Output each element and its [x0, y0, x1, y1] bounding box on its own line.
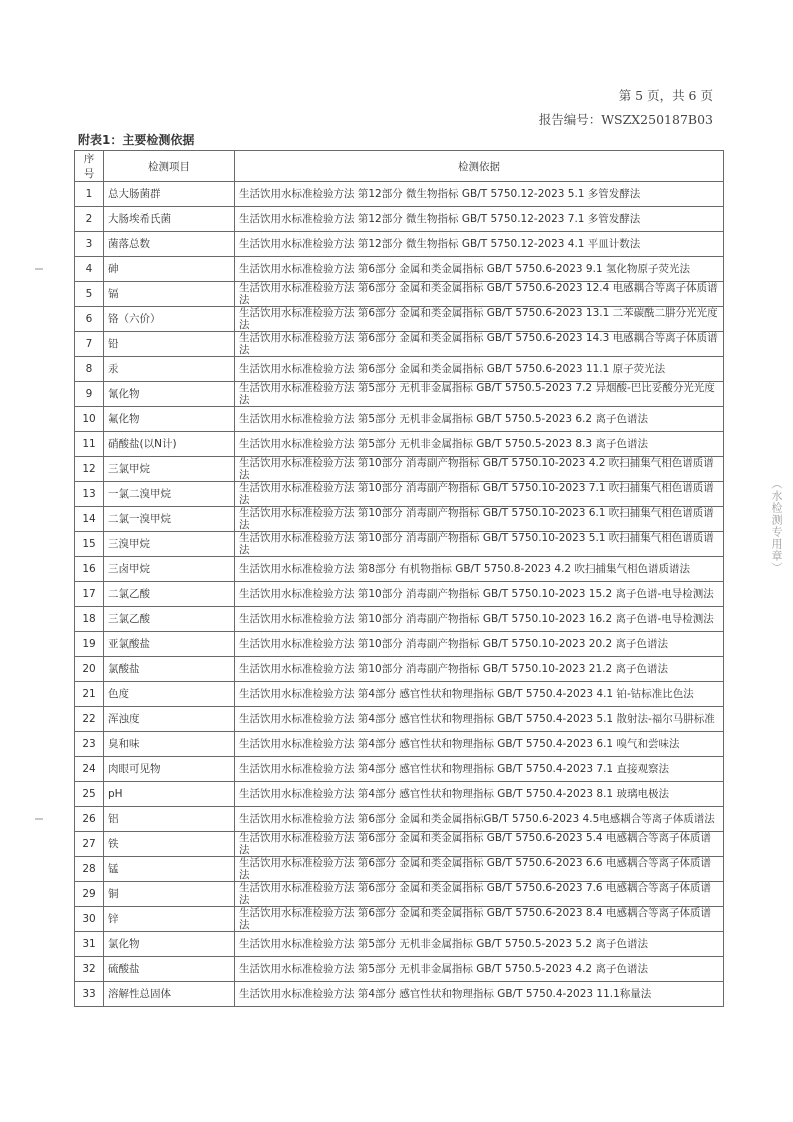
header-method: 检测依据 [235, 151, 724, 182]
table-row [75, 857, 724, 882]
test-item: 铁 [104, 832, 235, 857]
test-method: 生活饮用水标准检验方法 第5部分 无机非金属指标 GB/T 5750.5-2023 4.2 离子色谱法 [235, 957, 724, 982]
row-number: 24 [75, 757, 104, 782]
row-number: 2 [75, 207, 104, 232]
table-row [75, 257, 724, 282]
table-row [75, 957, 724, 982]
table-header-row [75, 151, 724, 182]
row-number: 27 [75, 832, 104, 857]
test-method: 生活饮用水标准检验方法 第10部分 消毒副产物指标 GB/T 5750.10-2023 15.2 离子色谱-电导检测法 [235, 582, 724, 607]
test-item: pH [104, 782, 235, 807]
row-number: 8 [75, 357, 104, 382]
test-method: 生活饮用水标准检验方法 第10部分 消毒副产物指标 GB/T 5750.10-2023 6.1 吹扫捕集气相色谱质谱法 [235, 507, 724, 532]
table-row [75, 332, 724, 357]
test-item: 菌落总数 [104, 232, 235, 257]
test-method: 生活饮用水标准检验方法 第5部分 无机非金属指标 GB/T 5750.5-2023 8.3 离子色谱法 [235, 432, 724, 457]
row-number: 10 [75, 407, 104, 432]
row-number: 18 [75, 607, 104, 632]
test-item: 三氯乙酸 [104, 607, 235, 632]
test-method: 生活饮用水标准检验方法 第5部分 无机非金属指标 GB/T 5750.5-2023 6.2 离子色谱法 [235, 407, 724, 432]
test-method: 生活饮用水标准检验方法 第6部分 金属和类金属指标 GB/T 5750.6-2023 12.4 电感耦合等离子体质谱法 [235, 282, 724, 307]
table-row [75, 707, 724, 732]
test-item: 硝酸盐(以N计) [104, 432, 235, 457]
test-method: 生活饮用水标准检验方法 第10部分 消毒副产物指标 GB/T 5750.10-2023 20.2 离子色谱法 [235, 632, 724, 657]
row-number: 12 [75, 457, 104, 482]
page-number: 第 5 页，共 6 页 [618, 88, 713, 103]
table-row [75, 482, 724, 507]
header-no: 序号 [75, 151, 104, 182]
row-number: 26 [75, 807, 104, 832]
row-number: 7 [75, 332, 104, 357]
test-item: 汞 [104, 357, 235, 382]
row-number: 31 [75, 932, 104, 957]
row-number: 13 [75, 482, 104, 507]
test-item: 二氯一溴甲烷 [104, 507, 235, 532]
table-row [75, 282, 724, 307]
test-method: 生活饮用水标准检验方法 第10部分 消毒副产物指标 GB/T 5750.10-2023 21.2 离子色谱法 [235, 657, 724, 682]
row-number: 15 [75, 532, 104, 557]
table-row [75, 607, 724, 632]
row-number: 32 [75, 957, 104, 982]
row-number: 23 [75, 732, 104, 757]
row-number: 33 [75, 982, 104, 1007]
test-method: 生活饮用水标准检验方法 第4部分 感官性状和物理指标 GB/T 5750.4-2023 5.1 散射法-福尔马肼标准 [235, 707, 724, 732]
table-row [75, 982, 724, 1007]
test-item: 锰 [104, 857, 235, 882]
test-item: 臭和味 [104, 732, 235, 757]
table-row [75, 882, 724, 907]
test-item: 铬（六价） [104, 307, 235, 332]
row-number: 25 [75, 782, 104, 807]
test-item: 三氯甲烷 [104, 457, 235, 482]
test-method: 生活饮用水标准检验方法 第8部分 有机物指标 GB/T 5750.8-2023 4.2 吹扫捕集气相色谱质谱法 [235, 557, 724, 582]
test-item: 溶解性总固体 [104, 982, 235, 1007]
scan-mark [35, 818, 43, 820]
table-row [75, 932, 724, 957]
test-item: 总大肠菌群 [104, 182, 235, 207]
test-method: 生活饮用水标准检验方法 第6部分 金属和类金属指标 GB/T 5750.6-2023 6.6 电感耦合等离子体质谱法 [235, 857, 724, 882]
table-row [75, 782, 724, 807]
test-item: 氯化物 [104, 932, 235, 957]
test-method: 生活饮用水标准检验方法 第6部分 金属和类金属指标 GB/T 5750.6-2023 7.6 电感耦合等离子体质谱法 [235, 882, 724, 907]
row-number: 5 [75, 282, 104, 307]
test-method: 生活饮用水标准检验方法 第12部分 微生物指标 GB/T 5750.12-2023 7.1 多管发酵法 [235, 207, 724, 232]
table-row [75, 457, 724, 482]
test-item: 肉眼可见物 [104, 757, 235, 782]
row-number: 22 [75, 707, 104, 732]
table-row [75, 532, 724, 557]
test-method: 生活饮用水标准检验方法 第6部分 金属和类金属指标 GB/T 5750.6-2023 14.3 电感耦合等离子体质谱法 [235, 332, 724, 357]
test-item: 氯酸盐 [104, 657, 235, 682]
table-row [75, 807, 724, 832]
test-item: 三卤甲烷 [104, 557, 235, 582]
row-number: 16 [75, 557, 104, 582]
table-row [75, 182, 724, 207]
row-number: 30 [75, 907, 104, 932]
row-number: 11 [75, 432, 104, 457]
basis-table [74, 150, 724, 1007]
row-number: 3 [75, 232, 104, 257]
test-method: 生活饮用水标准检验方法 第10部分 消毒副产物指标 GB/T 5750.10-2023 5.1 吹扫捕集气相色谱质谱法 [235, 532, 724, 557]
table-row [75, 207, 724, 232]
table-row [75, 582, 724, 607]
row-number: 28 [75, 857, 104, 882]
row-number: 20 [75, 657, 104, 682]
row-number: 21 [75, 682, 104, 707]
row-number: 1 [75, 182, 104, 207]
row-number: 4 [75, 257, 104, 282]
test-item: 三溴甲烷 [104, 532, 235, 557]
test-item: 铝 [104, 807, 235, 832]
side-stamp: （水检测专用章） [770, 478, 783, 574]
test-method: 生活饮用水标准检验方法 第10部分 消毒副产物指标 GB/T 5750.10-2023 4.2 吹扫捕集气相色谱质谱法 [235, 457, 724, 482]
row-number: 9 [75, 382, 104, 407]
row-number: 29 [75, 882, 104, 907]
test-method: 生活饮用水标准检验方法 第5部分 无机非金属指标 GB/T 5750.5-2023 7.2 异烟酸-巴比妥酸分光光度法 [235, 382, 724, 407]
test-item: 一氯二溴甲烷 [104, 482, 235, 507]
test-item: 二氯乙酸 [104, 582, 235, 607]
table-row [75, 657, 724, 682]
row-number: 14 [75, 507, 104, 532]
table-row [75, 507, 724, 532]
table-row [75, 307, 724, 332]
test-item: 锌 [104, 907, 235, 932]
test-method: 生活饮用水标准检验方法 第4部分 感官性状和物理指标 GB/T 5750.4-2023 8.1 玻璃电极法 [235, 782, 724, 807]
test-method: 生活饮用水标准检验方法 第4部分 感官性状和物理指标 GB/T 5750.4-2023 4.1 铂-钴标准比色法 [235, 682, 724, 707]
table-body [75, 182, 724, 1007]
table-row [75, 232, 724, 257]
test-item: 亚氯酸盐 [104, 632, 235, 657]
test-method: 生活饮用水标准检验方法 第12部分 微生物指标 GB/T 5750.12-2023 5.1 多管发酵法 [235, 182, 724, 207]
test-item: 铜 [104, 882, 235, 907]
scan-mark [35, 268, 43, 270]
test-method: 生活饮用水标准检验方法 第10部分 消毒副产物指标 GB/T 5750.10-2023 7.1 吹扫捕集气相色谱质谱法 [235, 482, 724, 507]
test-item: 氰化物 [104, 382, 235, 407]
table-row [75, 432, 724, 457]
test-item: 色度 [104, 682, 235, 707]
table-caption: 附表1：主要检测依据 [78, 133, 195, 147]
test-item: 镉 [104, 282, 235, 307]
test-method: 生活饮用水标准检验方法 第6部分 金属和类金属指标 GB/T 5750.6-2023 13.1 二苯碳酰二肼分光光度法 [235, 307, 724, 332]
row-number: 19 [75, 632, 104, 657]
test-item: 硫酸盐 [104, 957, 235, 982]
table-row [75, 732, 724, 757]
test-method: 生活饮用水标准检验方法 第6部分 金属和类金属指标GB/T 5750.6-2023 4.5电感耦合等离子体质谱法 [235, 807, 724, 832]
table-row [75, 757, 724, 782]
table-row [75, 632, 724, 657]
table-row [75, 907, 724, 932]
test-method: 生活饮用水标准检验方法 第10部分 消毒副产物指标 GB/T 5750.10-2023 16.2 离子色谱-电导检测法 [235, 607, 724, 632]
test-method: 生活饮用水标准检验方法 第6部分 金属和类金属指标 GB/T 5750.6-2023 8.4 电感耦合等离子体质谱法 [235, 907, 724, 932]
test-method: 生活饮用水标准检验方法 第6部分 金属和类金属指标 GB/T 5750.6-2023 5.4 电感耦合等离子体质谱法 [235, 832, 724, 857]
test-method: 生活饮用水标准检验方法 第5部分 无机非金属指标 GB/T 5750.5-2023 5.2 离子色谱法 [235, 932, 724, 957]
test-item: 大肠埃希氏菌 [104, 207, 235, 232]
test-method: 生活饮用水标准检验方法 第4部分 感官性状和物理指标 GB/T 5750.4-2023 6.1 嗅气和尝味法 [235, 732, 724, 757]
table-row [75, 357, 724, 382]
table-row [75, 382, 724, 407]
header-item: 检测项目 [104, 151, 235, 182]
test-method: 生活饮用水标准检验方法 第4部分 感官性状和物理指标 GB/T 5750.4-2023 7.1 直接观察法 [235, 757, 724, 782]
test-item: 氟化物 [104, 407, 235, 432]
row-number: 17 [75, 582, 104, 607]
test-method: 生活饮用水标准检验方法 第6部分 金属和类金属指标 GB/T 5750.6-2023 9.1 氢化物原子荧光法 [235, 257, 724, 282]
row-number: 6 [75, 307, 104, 332]
report-number: 报告编号：WSZX250187B03 [538, 112, 713, 127]
test-method: 生活饮用水标准检验方法 第6部分 金属和类金属指标 GB/T 5750.6-2023 11.1 原子荧光法 [235, 357, 724, 382]
test-method: 生活饮用水标准检验方法 第12部分 微生物指标 GB/T 5750.12-2023 4.1 平皿计数法 [235, 232, 724, 257]
test-item: 砷 [104, 257, 235, 282]
table-row [75, 682, 724, 707]
page-header [539, 84, 713, 132]
test-item: 铅 [104, 332, 235, 357]
table-row [75, 832, 724, 857]
test-method: 生活饮用水标准检验方法 第4部分 感官性状和物理指标 GB/T 5750.4-2023 11.1称量法 [235, 982, 724, 1007]
table-row [75, 557, 724, 582]
table-row [75, 407, 724, 432]
test-item: 浑浊度 [104, 707, 235, 732]
